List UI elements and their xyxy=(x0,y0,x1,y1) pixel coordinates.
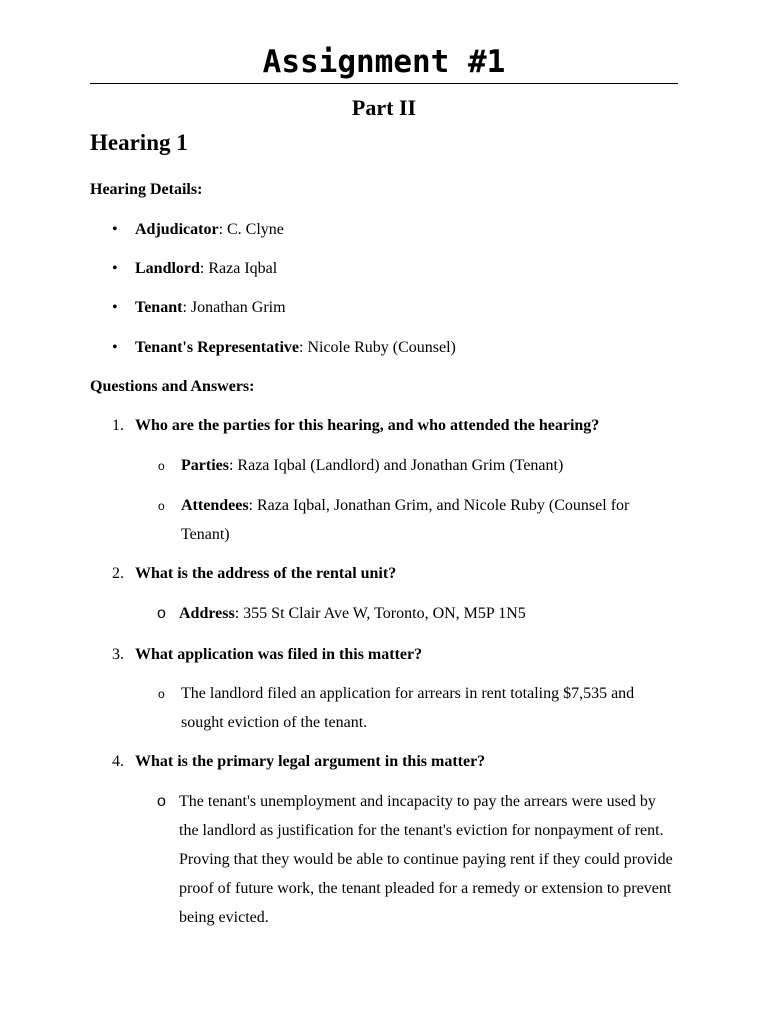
detail-value: : C. Clyne xyxy=(218,221,284,238)
answer-value: : Raza Iqbal (Landlord) and Jonathan Grim (Tenant) xyxy=(228,457,564,474)
detail-label: Tenant xyxy=(135,299,183,316)
detail-text xyxy=(135,215,284,244)
bullet-icon: • xyxy=(112,221,118,238)
detail-label: Adjudicator xyxy=(135,221,219,238)
detail-label: Tenant's Representative xyxy=(135,339,299,356)
detail-label: Landlord xyxy=(135,260,200,277)
answer-value: : Raza Iqbal, Jonathan Grim, and Nicole Ruby (Counsel for Tenant) xyxy=(181,497,630,543)
answer-text xyxy=(179,599,526,628)
circle-bullet-icon: o xyxy=(158,499,165,513)
answer-text xyxy=(181,451,563,480)
question-text: What application was filed in this matter? xyxy=(135,646,423,663)
hearing-details-heading: Hearing Details: xyxy=(90,181,203,198)
answer-label: Parties xyxy=(181,457,229,474)
question-text: What is the address of the rental unit? xyxy=(135,565,397,582)
circle-bullet-icon: o xyxy=(157,793,166,810)
question-number: 1. xyxy=(112,417,124,434)
document-title: Assignment #1 xyxy=(262,44,506,80)
detail-value: : Jonathan Grim xyxy=(182,299,286,316)
circle-bullet-icon: o xyxy=(157,605,166,622)
circle-bullet-icon: o xyxy=(158,687,165,701)
question-text: Who are the parties for this hearing, and who attended the hearing? xyxy=(135,417,600,434)
detail-value: : Nicole Ruby (Counsel) xyxy=(299,339,456,356)
answer-text: The landlord filed an application for arrears in rent totaling $7,535 and sought eviction of the tenant. xyxy=(181,685,635,731)
detail-value: : Raza Iqbal xyxy=(199,260,278,277)
bullet-icon: • xyxy=(112,299,118,316)
qa-heading: Questions and Answers: xyxy=(90,378,255,395)
title-divider xyxy=(90,83,678,84)
bullet-icon: • xyxy=(112,260,118,277)
answer-value: : 355 St Clair Ave W, Toronto, ON, M5P 1N5 xyxy=(234,605,526,622)
detail-text xyxy=(135,254,277,283)
answer-label: Address xyxy=(179,605,235,622)
answer-text: The tenant's unemployment and incapacity to pay the arrears were used by the landlord as justification for the tenant's eviction for nonpayment of rent. Proving that they would be able to continue paying rent if they could provide proof of future work, the tenant pleaded for a remedy or extension to prevent being evicted. xyxy=(179,793,673,926)
answer-label: Attendees xyxy=(181,497,249,514)
detail-text xyxy=(135,293,286,322)
bullet-icon: • xyxy=(112,339,118,356)
section-heading: Hearing 1 xyxy=(90,130,188,155)
document-subtitle: Part II xyxy=(351,95,417,120)
circle-bullet-icon: o xyxy=(158,459,165,473)
question-number: 4. xyxy=(112,753,124,770)
question-number: 3. xyxy=(112,646,124,663)
question-number: 2. xyxy=(112,565,124,582)
question-text: What is the primary legal argument in this matter? xyxy=(135,753,486,770)
answer-text xyxy=(181,491,671,549)
detail-text xyxy=(135,333,456,362)
